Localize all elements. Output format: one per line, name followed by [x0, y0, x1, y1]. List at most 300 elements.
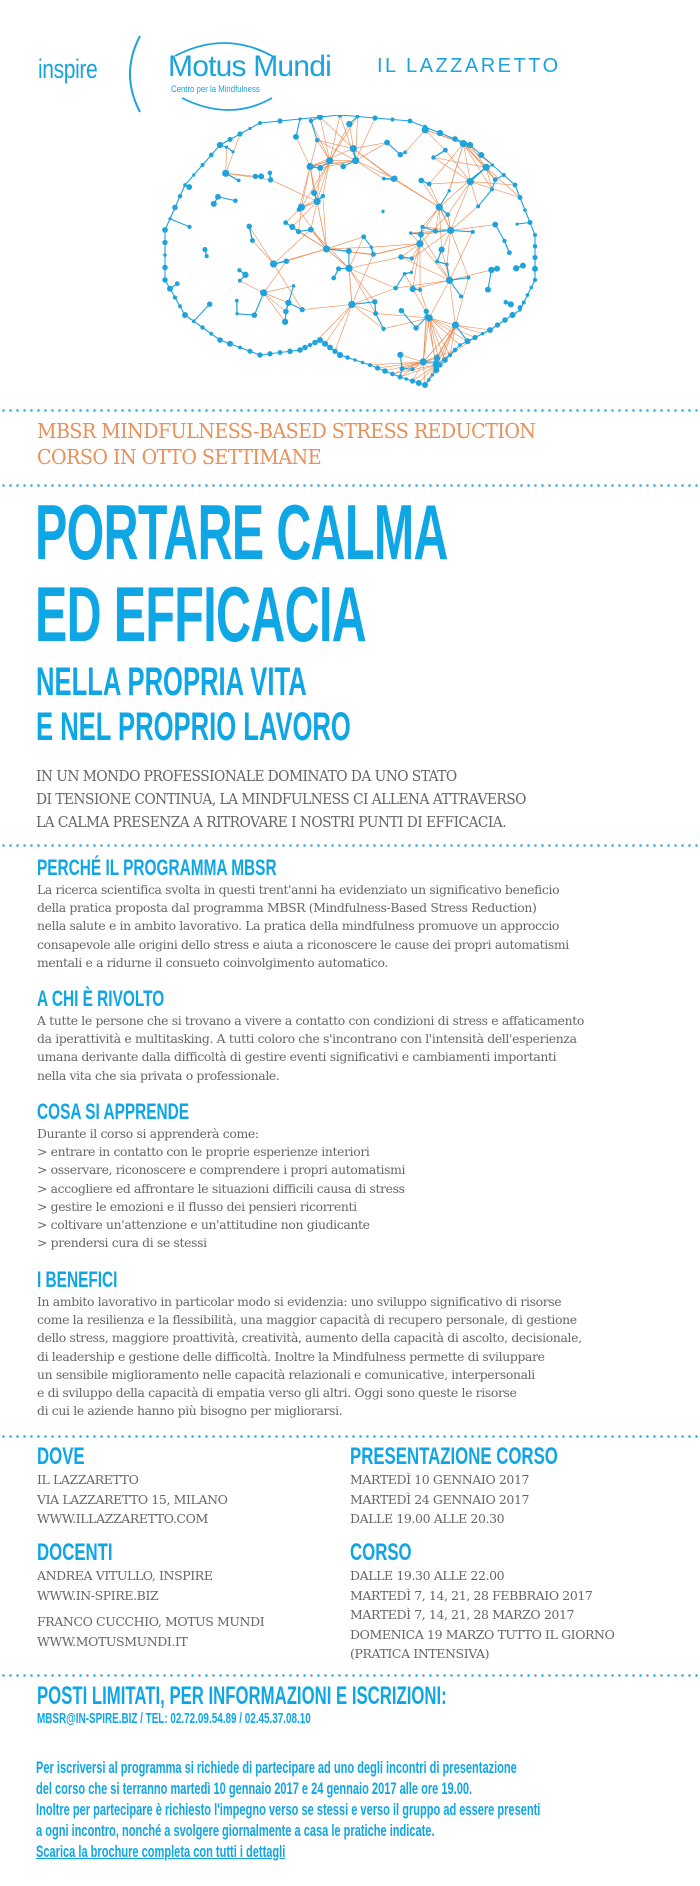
headline-line-1: PORTARE CALMA [35, 488, 448, 576]
intro-line: LA CALMA PRESENZA A RITROVARE I NOSTRI PUNTI DI EFFICACIA. [36, 813, 507, 831]
brain-node [352, 157, 359, 164]
brain-node [312, 340, 318, 346]
brain-node [410, 378, 415, 383]
brain-node [478, 152, 484, 158]
brain-node [192, 173, 195, 176]
brain-node [217, 142, 223, 148]
brain-node [404, 377, 408, 381]
brain-node [494, 266, 500, 272]
brain-node [384, 140, 390, 146]
brain-node [235, 312, 238, 315]
brain-node [495, 322, 500, 327]
brain-node [448, 353, 452, 357]
brain-node [361, 234, 366, 239]
body-line: e di sviluppo della capacità di empatia verso gli altri. Oggi sono queste le risorse [37, 1385, 517, 1401]
brain-node [393, 286, 398, 291]
brain-node [371, 252, 376, 257]
brain-node [300, 307, 305, 312]
brain-node [490, 187, 494, 191]
brain-node [398, 152, 404, 158]
brain-node [233, 198, 238, 203]
info-body [350, 1566, 614, 1664]
contact-details[interactable]: MBSR@IN-SPIRE.BIZ / TEL: 02.72.09.54.89 / 02.45.37.08.10 [37, 1710, 311, 1727]
brain-node [311, 190, 317, 196]
brain-node [346, 248, 352, 254]
presentation-time: DALLE 19.00 ALLE 20.30 [350, 1511, 505, 1526]
brain-node [270, 260, 277, 267]
brain-node [332, 349, 337, 354]
venue-website-link[interactable]: WWW.ILLAZZARETTO.COM [37, 1511, 208, 1526]
brain-node [321, 194, 326, 199]
brain-node [202, 247, 207, 252]
brain-node [292, 284, 296, 288]
brain-node [237, 131, 242, 136]
brain-node [258, 173, 264, 179]
brain-node [391, 175, 397, 181]
brain-node [403, 150, 407, 154]
body-line: da iperattività e multitasking. A tutti coloro che s'incontrano con l'intensità dell'esperienza [37, 1031, 577, 1047]
venue-name: IL LAZZARETTO [37, 1472, 139, 1487]
brain-node [458, 343, 462, 347]
registration-notice [36, 1757, 700, 1862]
brain-node [250, 238, 255, 243]
brain-node [398, 254, 404, 260]
kicker-line-1: MBSR MINDFULNESS-BASED STRESS REDUCTION [37, 419, 536, 443]
brain-link [396, 274, 405, 288]
brain-link [325, 304, 352, 343]
brain-link [349, 268, 352, 304]
brain-node [427, 378, 431, 382]
brain-node [437, 130, 443, 136]
brain-node [268, 177, 273, 182]
brain-node [336, 266, 341, 271]
brain-link [429, 182, 470, 185]
brain-node [222, 170, 229, 177]
brain-node [442, 357, 448, 363]
brain-node [471, 230, 475, 234]
brain-link [252, 240, 273, 263]
notice-line: del corso che si terranno martedì 10 gennaio 2017 e 24 gennaio 2017 alle ore 19.00. [36, 1779, 473, 1798]
brain-node [346, 121, 352, 127]
teacher-name: FRANCO CUCCHIO, MOTUS MUNDI [37, 1614, 265, 1629]
motus-mundi-logo [160, 36, 340, 106]
brochure-download-link[interactable]: Scarica la brochure completa con tutti i dettagli [36, 1842, 286, 1861]
brain-link [478, 189, 492, 206]
brain-node [529, 286, 533, 290]
brain-node [390, 372, 395, 377]
list-item: > accogliere ed affrontare le situazioni difficili causa di stress [37, 1180, 405, 1196]
brain-node [467, 142, 473, 148]
intro-line: DI TENSIONE CONTINUA, LA MINDFULNESS CI ALLENA ATTRAVERSO [36, 790, 526, 808]
brain-node [408, 119, 413, 124]
dotted-divider [0, 484, 700, 487]
brain-node [533, 244, 537, 248]
headline-sub-1: NELLA PROPRIA VITA [36, 660, 307, 704]
brain-node [485, 287, 491, 293]
brain-node [452, 136, 458, 142]
brain-node [227, 341, 233, 347]
brain-node [337, 352, 343, 358]
brain-node [242, 272, 248, 278]
brain-node [518, 305, 523, 310]
brain-link [440, 325, 455, 365]
brain-node [409, 231, 412, 234]
brain-node [252, 312, 258, 318]
info-dove [37, 1444, 227, 1529]
brain-link [194, 165, 203, 175]
list-item: > gestire le emozioni e il flusso dei pensieri ricorrenti [37, 1198, 357, 1214]
brain-node [287, 348, 293, 354]
brain-node [418, 288, 422, 292]
section-body [37, 1293, 582, 1420]
list-item: > entrare in contatto con le proprie esperienze interiori [37, 1144, 370, 1160]
brain-node [209, 332, 213, 336]
brain-link [315, 304, 352, 342]
brain-link [455, 325, 490, 330]
brain-link [310, 167, 317, 202]
brain-link [320, 117, 330, 161]
brain-node [163, 253, 167, 257]
brain-node [372, 115, 377, 120]
brain-link [375, 118, 393, 120]
brain-link [470, 182, 478, 207]
brain-node [267, 351, 272, 356]
dotted-divider [0, 844, 700, 847]
brain-node [327, 345, 333, 351]
teacher-website-link[interactable]: WWW.IN-SPIRE.BIZ [37, 1587, 159, 1603]
brain-node [209, 153, 214, 158]
brain-node [238, 279, 242, 283]
brain-node [518, 195, 523, 200]
brain-node [443, 148, 448, 153]
brain-link [405, 130, 425, 152]
brain-node [382, 368, 388, 374]
brain-node [400, 366, 405, 371]
course-kicker [37, 418, 573, 470]
teacher-website-link[interactable]: WWW.MOTUSMUNDI.IT [37, 1633, 188, 1649]
brain-node [345, 355, 350, 360]
section-body [37, 1012, 584, 1085]
brain-node [398, 375, 403, 380]
lazzaretto-logo [377, 55, 561, 78]
brain-link [240, 281, 264, 293]
notice-line: Inoltre per partecipare è richiesto l'impegno verso se stessi e verso il gruppo ad essere presenti [36, 1800, 541, 1819]
body-line: della pratica proposta dal programma MBSR (Mindfulness-Based Stress Reduction) [37, 900, 537, 916]
body-line: A tutte le persone che si trovano a vivere a contatto con condizioni di stress e affaticamento [37, 1013, 584, 1028]
dotted-divider [0, 1674, 700, 1677]
brain-node [453, 348, 458, 353]
brain-node [326, 157, 333, 164]
brain-node [397, 352, 403, 358]
course-dates: MARTEDÌ 7, 14, 21, 28 FEBBRAIO 2017 [350, 1587, 593, 1603]
brain-node [331, 276, 336, 281]
brain-node [507, 250, 512, 255]
brain-link [401, 311, 416, 328]
brain-node [439, 247, 445, 253]
info-body [37, 1566, 264, 1651]
brain-node [381, 210, 384, 213]
intro-line: IN UN MONDO PROFESSIONALE DOMINATO DA UNO STATO [36, 767, 457, 785]
headline-sub-2: E NEL PROPRIO LAVORO [36, 705, 351, 749]
brain-node [323, 245, 330, 252]
brain-link [349, 268, 375, 302]
brain-node [167, 286, 173, 292]
brain-link [451, 225, 496, 231]
brain-link [394, 179, 439, 208]
brain-node [420, 225, 424, 229]
brain-node [410, 286, 416, 292]
venue-address: VIA LAZZARETTO 15, MILANO [37, 1491, 228, 1507]
brain-link [271, 180, 318, 202]
brain-node [162, 265, 168, 271]
brain-node [418, 178, 424, 184]
brain-link [393, 120, 411, 122]
body-line: umana derivante dalla difficoltà di gestire eventi significativi e cambiamenti importanti [37, 1049, 557, 1065]
brain-node [424, 314, 429, 319]
body-line: di leadership e gestione delle difficoltà. Inoltre la Mindfulness permette di sviluppare [37, 1348, 545, 1364]
brain-network-illustration [140, 115, 560, 405]
brain-link [449, 144, 463, 191]
brain-node [353, 358, 357, 362]
brain-node [278, 350, 283, 355]
brain-link [376, 313, 430, 317]
brain-node [168, 217, 171, 220]
brain-node [337, 115, 342, 118]
brain-node [509, 312, 515, 318]
headline-line-2: ED EFFICACIA [35, 570, 367, 658]
brain-node [416, 380, 422, 386]
brain-node [297, 347, 303, 353]
brain-node [370, 245, 373, 248]
brain-node [465, 338, 471, 344]
brain-node [308, 343, 312, 347]
brain-node [162, 240, 167, 245]
brain-node [182, 312, 188, 318]
brain-node [322, 341, 328, 347]
brain-link [356, 117, 358, 161]
brain-node [513, 265, 519, 271]
brain-link [384, 318, 430, 329]
brain-link [358, 117, 376, 119]
brain-link [349, 257, 401, 268]
info-title: DOCENTI [37, 1539, 113, 1566]
brain-node [248, 127, 251, 130]
brain-link [326, 249, 349, 268]
presentation-date: MARTEDÌ 10 GENNAIO 2017 [350, 1472, 530, 1487]
brain-node [487, 327, 493, 333]
brain-node [503, 300, 508, 305]
brain-node [508, 301, 514, 307]
brain-node [381, 327, 385, 331]
brain-node [258, 121, 262, 125]
brain-node [162, 277, 167, 282]
brain-node [283, 309, 289, 315]
brain-node [348, 301, 355, 308]
brain-link [470, 182, 515, 185]
brain-link [486, 167, 520, 197]
brain-node [434, 355, 440, 361]
brain-node [513, 183, 518, 188]
section-a-chi [37, 987, 584, 1085]
brain-node [282, 319, 288, 325]
brain-node [231, 150, 234, 153]
brain-node [520, 263, 526, 269]
brain-node [162, 227, 168, 233]
course-dates: DOMENICA 19 MARZO TUTTO IL GIORNO [350, 1626, 615, 1642]
brain-node [178, 304, 182, 308]
course-note: (PRATICA INTENSIVA) [350, 1646, 490, 1661]
brain-link [445, 150, 470, 181]
course-dates: MARTEDÌ 7, 14, 21, 28 MARZO 2017 [350, 1607, 575, 1622]
brain-node [476, 204, 480, 208]
body-line: dello stress, maggiore proattività, creatività, aumento della capacità di ascolto, decisionale, [37, 1330, 582, 1346]
brain-node [372, 299, 377, 304]
brain-node [424, 309, 429, 314]
brain-node [238, 346, 242, 350]
brain-node [533, 278, 537, 282]
brain-link [194, 304, 210, 321]
brain-node [403, 272, 407, 276]
brain-node [302, 345, 307, 350]
intro-paragraph [36, 765, 569, 834]
brain-node [375, 365, 380, 370]
inspire-logo-text: inspire [38, 54, 98, 84]
brain-link [170, 219, 190, 227]
brain-node [459, 294, 463, 298]
course-time: DALLE 19.30 ALLE 22.00 [350, 1568, 505, 1583]
brain-link [439, 207, 441, 249]
brain-link [450, 270, 492, 280]
brain-node [515, 222, 518, 225]
brain-node [472, 335, 477, 340]
brain-node [296, 229, 301, 234]
brain-link [352, 255, 373, 305]
brain-node [307, 163, 314, 170]
brain-node [410, 367, 414, 371]
brain-node [416, 240, 423, 247]
brain-node [205, 254, 209, 258]
brain-link [299, 167, 310, 210]
brain-link [470, 182, 520, 198]
section-title: PERCHÉ IL PROGRAMMA MBSR [37, 855, 277, 880]
notice-line: Per iscriversi al programma si richiede di partecipare ad uno degli incontri di presentazione [36, 1758, 517, 1777]
brain-link [264, 293, 286, 312]
brain-node [172, 205, 178, 211]
brain-node [446, 277, 453, 284]
info-corso [350, 1540, 614, 1664]
brain-node [445, 212, 450, 217]
brain-node [422, 382, 428, 388]
brain-node [237, 268, 241, 272]
brain-node [297, 207, 302, 212]
brain-link [280, 119, 300, 121]
brain-node [217, 337, 223, 343]
brain-node [246, 224, 251, 229]
brain-node [452, 321, 459, 328]
brain-node [283, 220, 288, 225]
brain-link [451, 206, 478, 230]
brain-node [183, 183, 187, 187]
brain-node [522, 301, 526, 305]
brain-link [425, 130, 463, 144]
brain-link [254, 293, 263, 315]
brain-link [463, 144, 495, 180]
brain-node [532, 255, 537, 260]
brain-link [447, 230, 451, 264]
brain-link [429, 318, 450, 355]
brain-link [429, 318, 475, 338]
brain-link [455, 278, 468, 325]
brain-node [483, 164, 490, 171]
brain-link [439, 207, 450, 230]
dotted-divider [0, 409, 700, 412]
brain-node [173, 295, 177, 299]
brain-node [467, 276, 471, 280]
brain-link [356, 161, 395, 179]
section-body [37, 1125, 405, 1252]
body-line: nella vita che sia privata o professionale. [37, 1067, 280, 1083]
brain-node [382, 177, 386, 181]
brain-link [260, 121, 280, 123]
brain-node [257, 352, 262, 357]
body-line: di cui le aziende hanno più bisogno per migliorarsi. [37, 1403, 343, 1419]
brain-link [376, 313, 384, 328]
section-body [37, 881, 569, 972]
brain-node [361, 361, 364, 364]
brain-link [349, 268, 396, 288]
brain-node [368, 363, 372, 367]
brain-node [373, 311, 378, 316]
info-body [37, 1470, 227, 1529]
brain-node [247, 349, 252, 354]
brain-link [352, 304, 384, 328]
section-title: COSA SI APPRENDE [37, 1099, 190, 1124]
info-title: DOVE [37, 1443, 85, 1470]
brain-node [481, 332, 484, 335]
brain-link [311, 121, 317, 140]
brain-node [201, 163, 205, 167]
brain-link [296, 137, 310, 167]
brain-link [455, 325, 482, 334]
brain-node [186, 184, 192, 190]
body-line: Durante il corso si apprenderà come: [37, 1126, 259, 1141]
brain-node [526, 293, 530, 297]
brain-node [431, 155, 435, 159]
info-body [350, 1470, 647, 1529]
brain-node [350, 145, 357, 152]
brain-link [249, 226, 273, 264]
brain-link [400, 355, 423, 362]
brain-node [445, 263, 449, 267]
brain-node [313, 198, 320, 205]
brain-node [433, 229, 438, 234]
brain-node [410, 271, 413, 274]
lazzaretto-logo-text: IL LAZZARETTO [377, 55, 561, 77]
brain-orange-links [226, 115, 520, 385]
teacher-name: ANDREA VITULLO, INSPIRE [37, 1568, 213, 1583]
brain-link [311, 230, 327, 249]
brain-node [436, 204, 443, 211]
brain-node [532, 266, 538, 272]
brain-node [308, 227, 314, 233]
brain-node [285, 300, 291, 306]
info-title: CORSO [350, 1539, 412, 1566]
brain-node [488, 267, 494, 273]
contact-title: POSTI LIMITATI, PER INFORMAZIONI E ISCRIZIONI: [37, 1682, 447, 1710]
brain-node [502, 173, 506, 177]
motus-mundi-tagline: Centro per la Mindfulness [171, 84, 260, 95]
brain-link [226, 147, 227, 173]
